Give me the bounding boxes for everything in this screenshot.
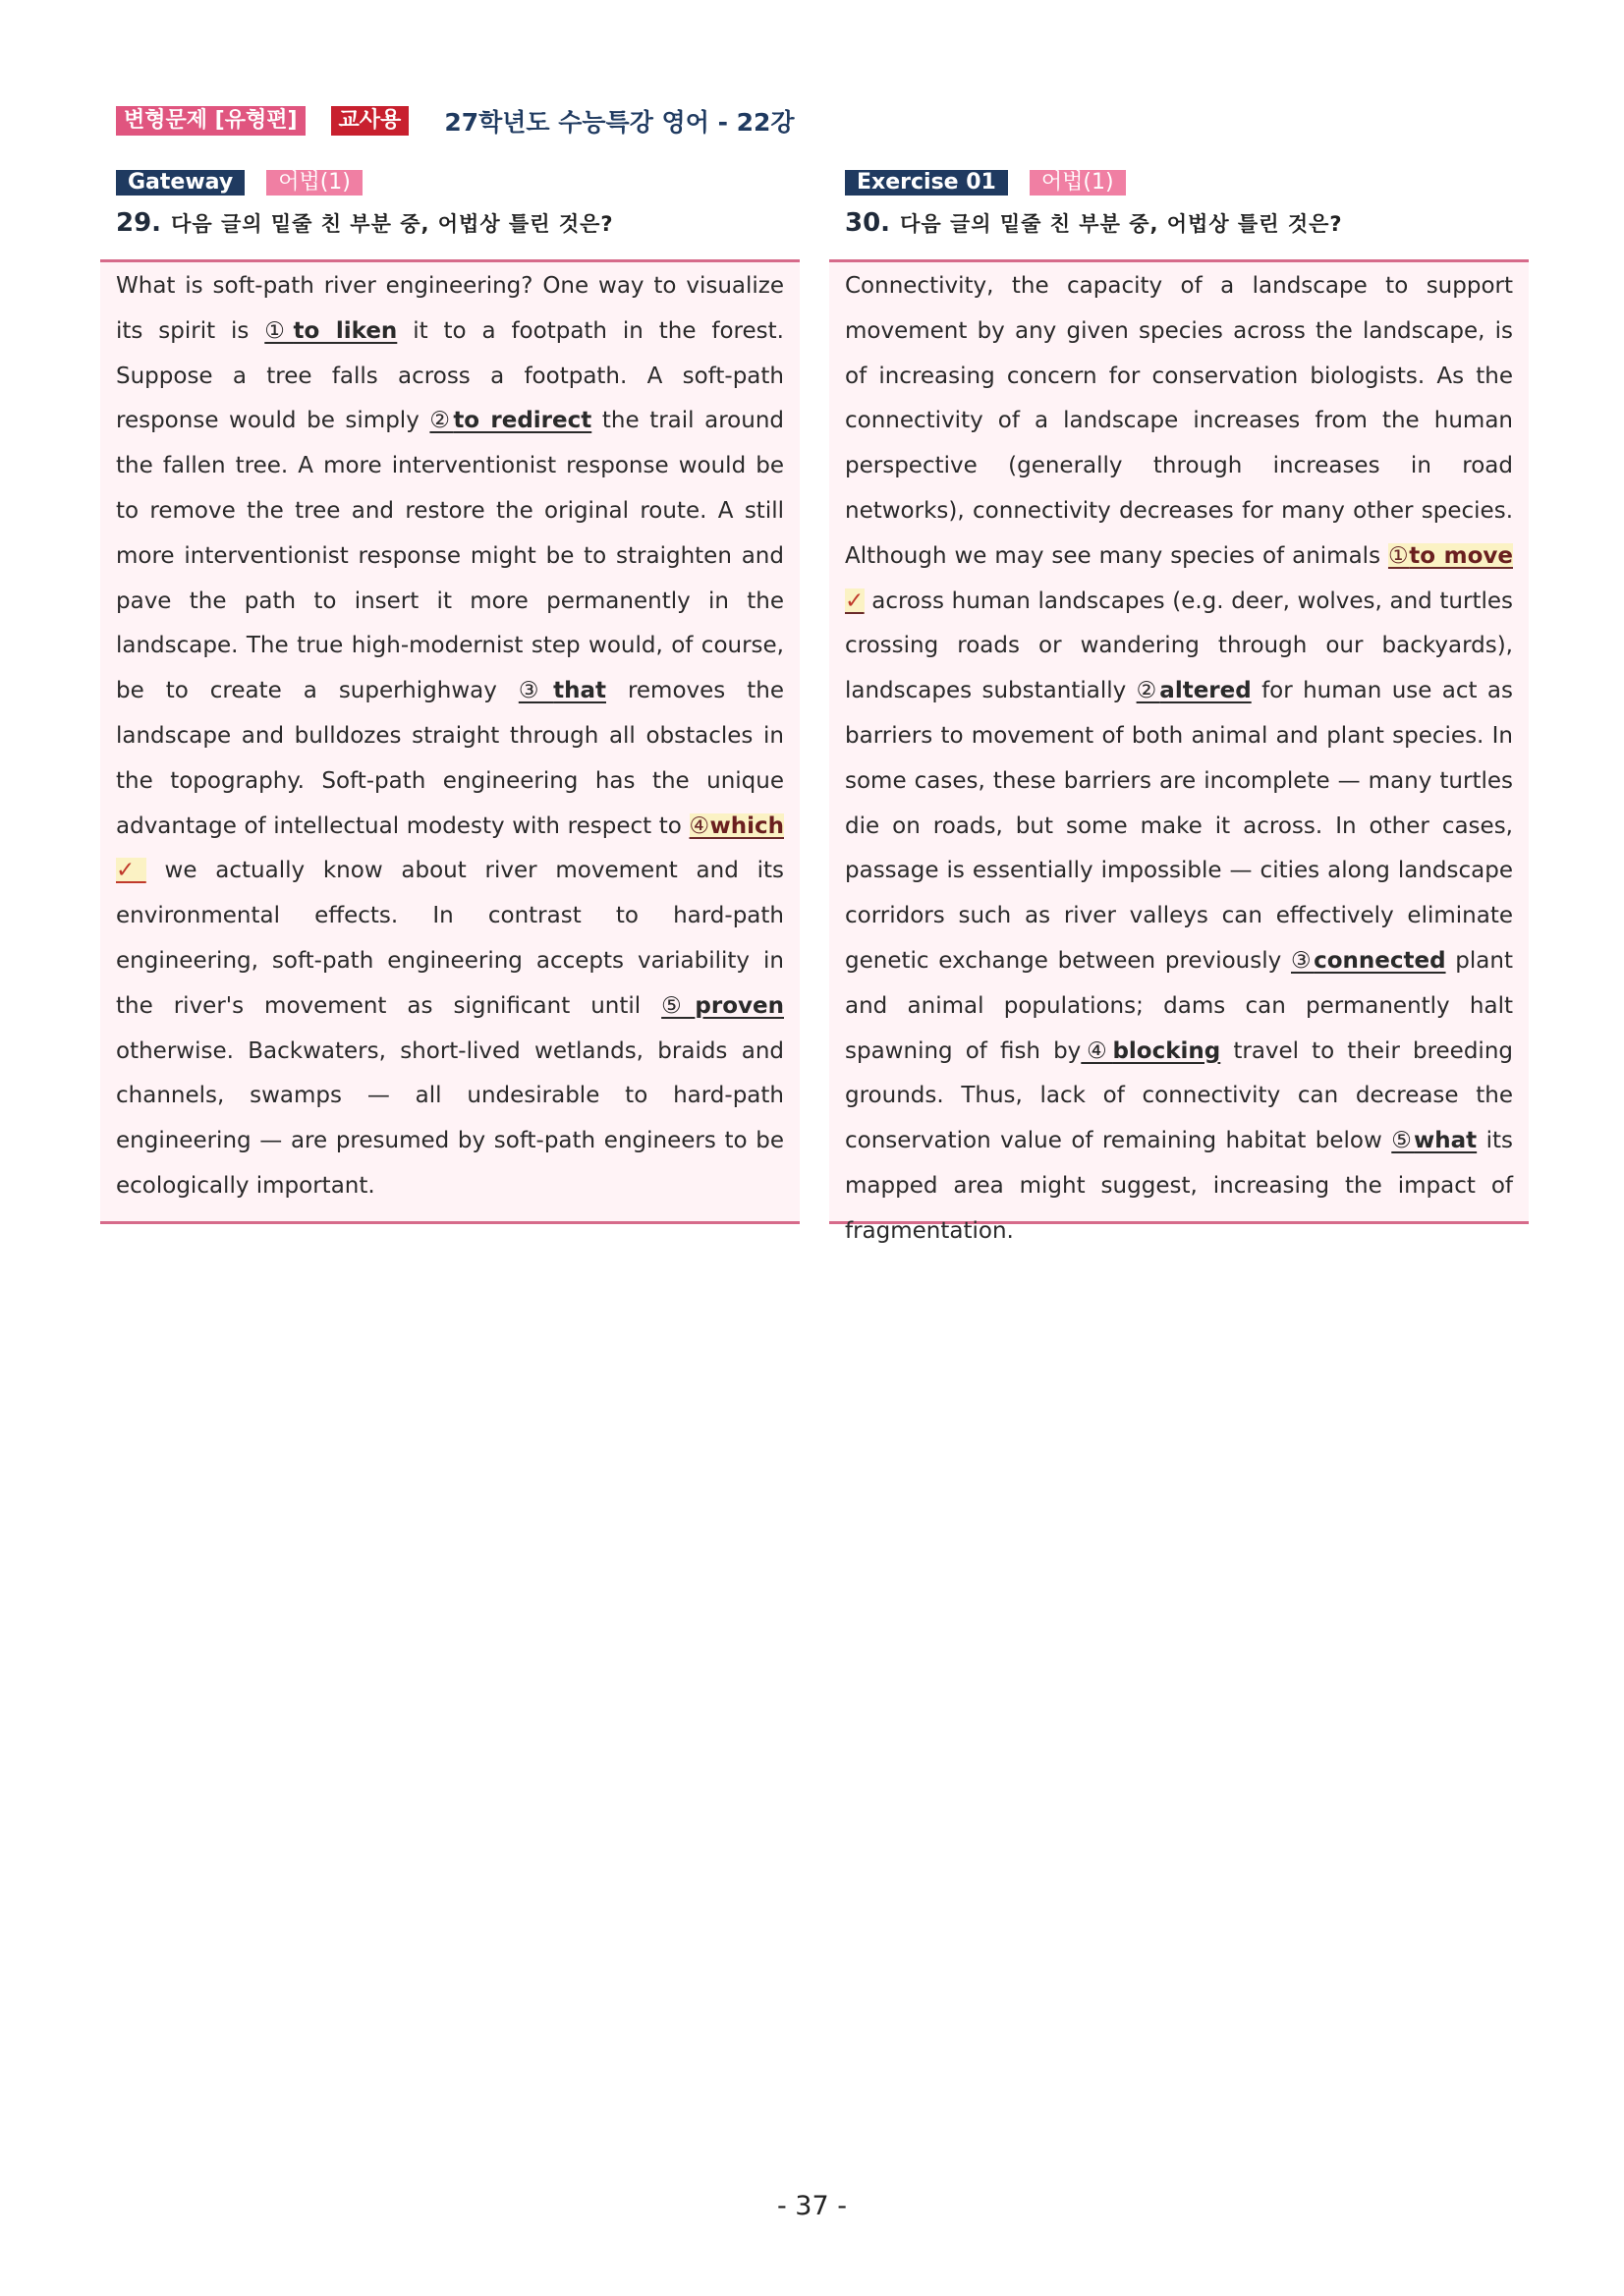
passage-segment: across human landscapes (e.g. deer, wolves, and turtles crossing roads or wandering through our backyards), landscapes substantially [845, 588, 1513, 704]
passage-segment: the trail around the fallen tree. A more interventionist response would be to remove the tree and restore the original route. A still more interventionist response might be to straighten and pave the path to insert it more permanently in the landscape. The true high-modernist step would, of course, be to create a superhighway [116, 408, 784, 704]
page-header [116, 106, 795, 136]
passage-segment: otherwise. Backwaters, short-lived wetlands, braids and channels, swamps — all undesirable to hard-path engineering — are presumed by soft-path engineers to be ecologically important. [116, 1037, 784, 1199]
option-4: ④blocking [1081, 1037, 1221, 1064]
question-number: 29. [116, 208, 162, 238]
question-text: 다음 글의 밑줄 친 부분 중, 어법상 틀린 것은? [900, 212, 1343, 236]
question-badges [829, 169, 1529, 196]
question-29-column [100, 169, 800, 1224]
passage-text [845, 264, 1513, 1255]
passage-text [116, 264, 784, 1209]
passage-29 [100, 259, 800, 1224]
answer-check-icon: ✓ [845, 588, 865, 614]
exercise-badge: Exercise 01 [845, 170, 1008, 196]
grammar-badge: 어법(1) [266, 170, 363, 196]
passage-segment: removes the landscape and bulldozes straight through all obstacles in the topography. Soft-path engineering has the unique advantage of intellectual modesty with respect to [116, 678, 784, 839]
passage-segment: Connectivity, the capacity of a landscape to support movement by any given species across the landscape, is of increasing concern for conservation biologists. As the connectivity of a landscape increases from the human perspective (generally through increases in road networks), connectivity decreases for many other species. Although we may see many species of animals [845, 273, 1513, 569]
option-3: ③connected [1290, 947, 1446, 974]
passage-30 [829, 259, 1529, 1244]
option-1-answer: ①to move ✓ [845, 542, 1513, 614]
option-5: ⑤what [1391, 1128, 1478, 1154]
option-4-answer: ④which [689, 812, 784, 839]
page-number: - 37 - [776, 2191, 847, 2221]
option-1: ①to liken [264, 317, 398, 344]
option-3: ③that [518, 678, 606, 704]
page-title: 27학년도 수능특강 영어 - 22강 [444, 108, 795, 137]
question-text: 다음 글의 밑줄 친 부분 중, 어법상 틀린 것은? [171, 212, 614, 236]
grammar-badge: 어법(1) [1030, 170, 1126, 196]
question-29-heading [100, 208, 800, 244]
passage-segment: travel to their breeding grounds. Thus, lack of connectivity can decrease the conservation value of remaining habitat below [845, 1037, 1513, 1154]
option-2: ②altered [1136, 678, 1252, 704]
passage-segment: plant and animal populations; dams can permanently halt spawning of fish by [845, 947, 1513, 1064]
type-tag: 변형문제 [유형편] [116, 106, 306, 136]
passage-segment: it to a footpath in the forest. Suppose a tree falls across a footpath. A soft-path response would be simply [116, 317, 784, 434]
passage-segment: its mapped area might suggest, increasing the impact of fragmentation. [845, 1128, 1514, 1244]
question-badges [100, 169, 800, 196]
question-30-heading [829, 208, 1529, 244]
passage-segment: for human use act as barriers to movement of both animal and plant species. In some cases, these barriers are incomplete — many turtles die on roads, but some make it across. In other cases, passage is essentially impossible — cities along landscape corridors such as river valleys can effectively eliminate genetic exchange between previously [845, 678, 1513, 974]
option-5: ⑤proven [661, 992, 784, 1019]
passage-segment: What is soft-path river engineering? One way to visualize its spirit is [116, 273, 784, 344]
gateway-badge: Gateway [116, 170, 245, 196]
passage-segment: we actually know about river movement and its environmental effects. In contrast to hard-path engineering, soft-path engineering accepts variability in the river's movement as significant until [116, 858, 784, 1019]
option-2: ②to redirect [429, 408, 592, 434]
question-30-column [829, 169, 1529, 1244]
teacher-tag: 교사용 [331, 106, 410, 136]
question-number: 30. [845, 208, 891, 238]
answer-check-icon: ✓ [116, 858, 146, 884]
